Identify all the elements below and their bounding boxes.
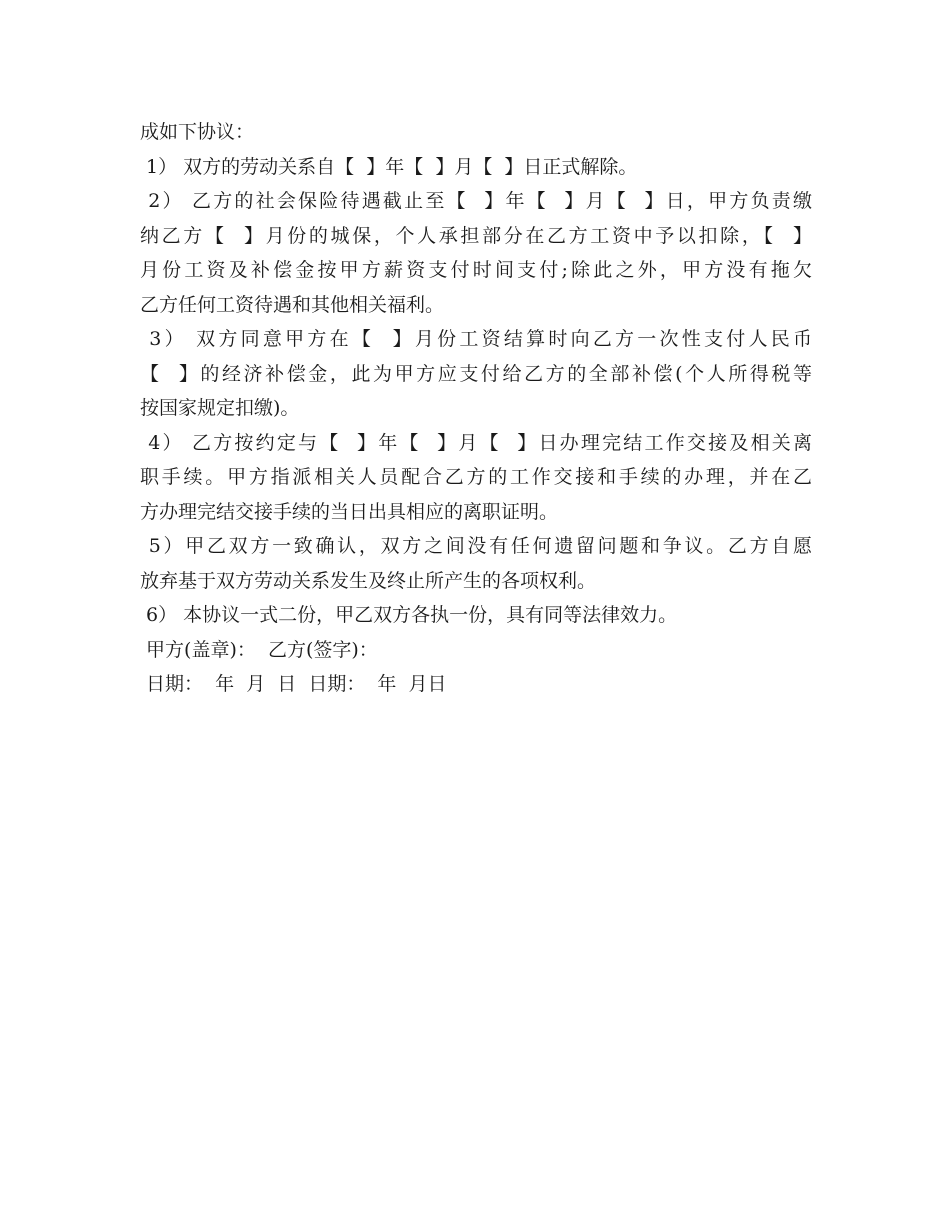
- date-line: 日期： 年 月 日 日期： 年 月日: [140, 673, 447, 695]
- text-line: 成如下协议：: [140, 121, 255, 143]
- text-line: 乙方任何工资待遇和其他相关福利。: [140, 293, 445, 316]
- document-body: [140, 115, 812, 702]
- text-line: 3） 双方同意甲方在【 】月份工资结算时向乙方一次性支付人民币: [140, 328, 812, 350]
- signature-line: 甲方(盖章)： 乙方(签字)：: [140, 638, 378, 661]
- text-line: 放弃基于双方劳动关系发生及终止所产生的各项权利。: [140, 569, 597, 592]
- text-line: 月份工资及补偿金按甲方薪资支付时间支付;除此之外，甲方没有拖欠: [140, 259, 812, 281]
- text-line: 方办理完结交接手续的当日出具相应的离职证明。: [140, 500, 559, 523]
- text-line: 1） 双方的劳动关系自【 】年【 】月【 】日正式解除。: [140, 155, 638, 178]
- text-line: 5）甲乙双方一致确认，双方之间没有任何遗留问题和争议。乙方自愿: [140, 535, 812, 557]
- text-line: 6） 本协议一式二份，甲乙双方各执一份，具有同等法律效力。: [140, 604, 678, 626]
- text-line: 纳乙方【 】月份的城保，个人承担部分在乙方工资中予以扣除，【 】: [140, 224, 812, 247]
- text-line: 【 】的经济补偿金，此为甲方应支付给乙方的全部补偿(个人所得税等: [140, 362, 812, 385]
- text-line: 4） 乙方按约定与【 】年【 】月【 】日办理完结工作交接及相关离: [140, 431, 812, 454]
- text-line: 职手续。甲方指派相关人员配合乙方的工作交接和手续的办理，并在乙: [140, 466, 812, 488]
- text-line: 按国家规定扣缴)。: [140, 397, 300, 419]
- text-line: 2） 乙方的社会保险待遇截止至【 】年【 】月【 】日，甲方负责缴: [140, 190, 812, 212]
